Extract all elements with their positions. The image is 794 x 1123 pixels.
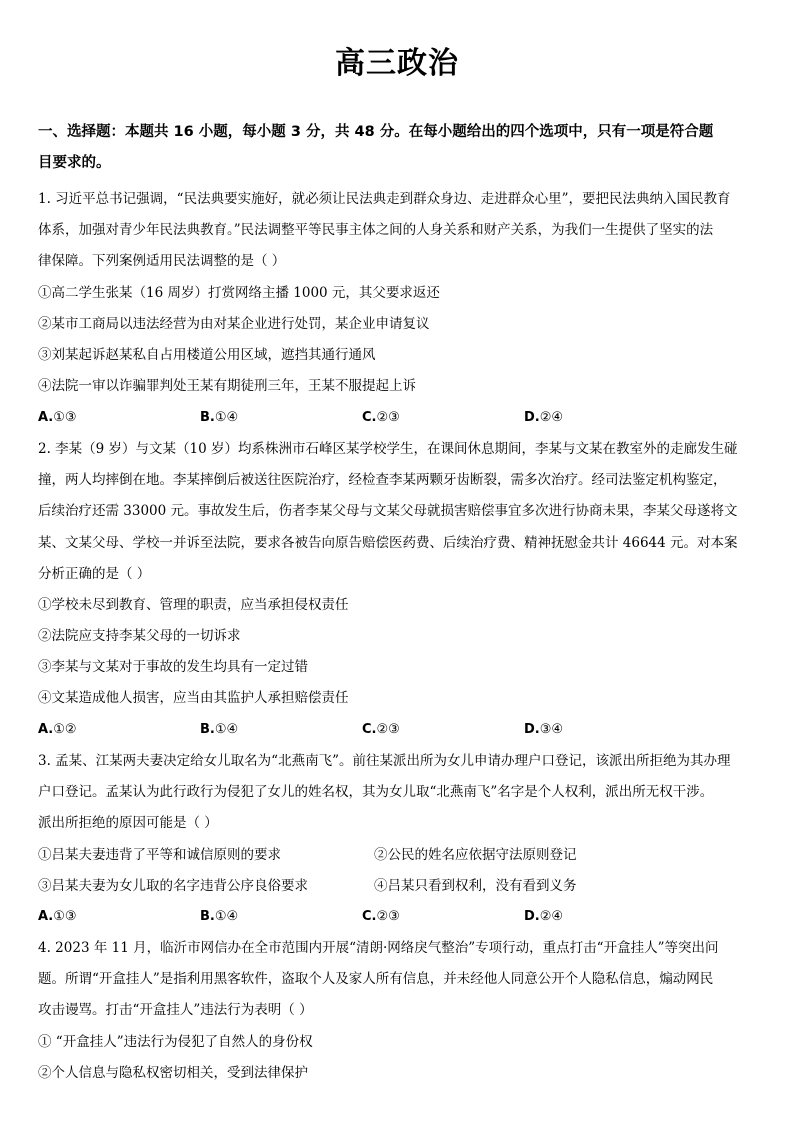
q2-option-a[interactable]: A.①②: [38, 722, 77, 737]
q1-item-3: ③刘某起诉赵某私自占用楼道公用区域，遮挡其通行通风: [38, 347, 376, 363]
q2-option-c[interactable]: C.②③: [362, 722, 400, 737]
q3-item-3: ③吕某夫妻为女儿取的名字违背公序良俗要求: [38, 878, 308, 894]
q3-item-1: ①吕某夫妻违背了平等和诚信原则的要求: [38, 847, 281, 863]
q3-stem-line-2: 户口登记。孟某认为此行政行为侵犯了女儿的姓名权，其为女儿取“北燕南飞”名字是个人权利，派出所无权干涉。: [38, 784, 714, 800]
q1-item-2: ②某市工商局以违法经营为由对某企业进行处罚，某企业申请复议: [38, 316, 430, 332]
section-heading-line-2: 目要求的。: [38, 155, 111, 171]
section-heading-line-1: 一、选择题：本题共 16 小题，每小题 3 分，共 48 分。在每小题给出的四个选项中，只有一项是符合题: [38, 124, 714, 140]
q1-option-d[interactable]: D.②④: [524, 410, 564, 425]
q2-item-4: ④文某造成他人损害，应当由其监护人承担赔偿责任: [38, 690, 349, 706]
q2-stem-line-1: 2. 李某（9 岁）与文某（10 岁）均系株洲市石峰区某学校学生，在课间休息期间，李某与文某在教室外的走廊发生碰: [38, 441, 738, 457]
q1-option-c[interactable]: C.②③: [362, 410, 400, 425]
q1-item-4: ④法院一审以诈骗罪判处王某有期徒刑三年，王某不服提起上诉: [38, 378, 416, 394]
q3-stem-line-3: 派出所拒绝的原因可能是（ ）: [38, 815, 218, 831]
q2-stem-line-2: 撞，两人均摔倒在地。李某摔倒后被送往医院治疗，经检查李某两颗牙齿断裂，需多次治疗。经司法鉴定机构鉴定，: [38, 472, 727, 488]
q3-stem-line-1: 3. 孟某、江某两夫妻决定给女儿取名为“北燕南飞”。前往某派出所为女儿申请办理户口登记，该派出所拒绝为其办理: [38, 753, 731, 769]
q1-stem-line-1: 1. 习近平总书记强调，“民法典要实施好，就必须让民法典走到群众身边、走进群众心里”，要把民法典纳入国民教育: [38, 191, 731, 207]
q3-item-4: ④吕某只看到权利，没有看到义务: [374, 878, 577, 894]
q4-stem-line-3: 攻击谩骂。打击“开盒挂人”违法行为表明（ ）: [38, 1002, 313, 1018]
q1-item-1: ①高二学生张某（16 周岁）打赏网络主播 1000 元，其父要求返还: [38, 285, 440, 301]
q3-option-b[interactable]: B.①④: [200, 909, 239, 924]
q1-stem-line-2: 体系，加强对青少年民法典教育。”民法调整平等民事主体之间的人身关系和财产关系，为我们一生提供了坚实的法: [38, 222, 714, 238]
q1-option-a[interactable]: A.①③: [38, 410, 77, 425]
q2-option-b[interactable]: B.①④: [200, 722, 239, 737]
q4-stem-line-1: 4. 2023 年 11 月，临沂市网信办在全市范围内开展“清朗·网络戾气整治”专项行动，重点打击“开盒挂人”等突出问: [38, 940, 719, 956]
q4-stem-line-2: 题。所谓“开盒挂人”是指利用黑客软件，盗取个人及家人所有信息，并未经他人同意公开个人隐私信息，煽动网民: [38, 971, 714, 987]
q2-option-d[interactable]: D.③④: [524, 722, 564, 737]
q4-item-2: ②个人信息与隐私权密切相关，受到法律保护: [38, 1065, 308, 1081]
q2-stem-line-4: 某、文某父母、学校一并诉至法院，要求各被告向原告赔偿医药费、后续治疗费、精神抚慰金共计 46644 元。对本案: [38, 535, 738, 551]
q3-option-a[interactable]: A.①③: [38, 909, 77, 924]
q1-stem-line-3: 律保障。下列案例适用民法调整的是（ ）: [38, 253, 286, 269]
q4-item-1: ① “开盒挂人”违法行为侵犯了自然人的身份权: [38, 1034, 313, 1050]
q3-option-c[interactable]: C.②③: [362, 909, 400, 924]
q2-item-2: ②法院应支持李某父母的一切诉求: [38, 628, 241, 644]
q3-item-2: ②公民的姓名应依据守法原则登记: [374, 847, 577, 863]
page-title: 高三政治: [335, 46, 459, 81]
q3-option-d[interactable]: D.②④: [524, 909, 564, 924]
q1-option-b[interactable]: B.①④: [200, 410, 239, 425]
q2-stem-line-3: 后续治疗还需 33000 元。事故发生后，伤者李某父母与文某父母就损害赔偿事宜多次进行协商未果，李某父母遂将文: [38, 503, 738, 519]
q2-stem-line-5: 分析正确的是（ ）: [38, 566, 151, 582]
q2-item-3: ③李某与文某对于事故的发生均具有一定过错: [38, 659, 308, 675]
q2-item-1: ①学校未尽到教育、管理的职责，应当承担侵权责任: [38, 597, 349, 613]
